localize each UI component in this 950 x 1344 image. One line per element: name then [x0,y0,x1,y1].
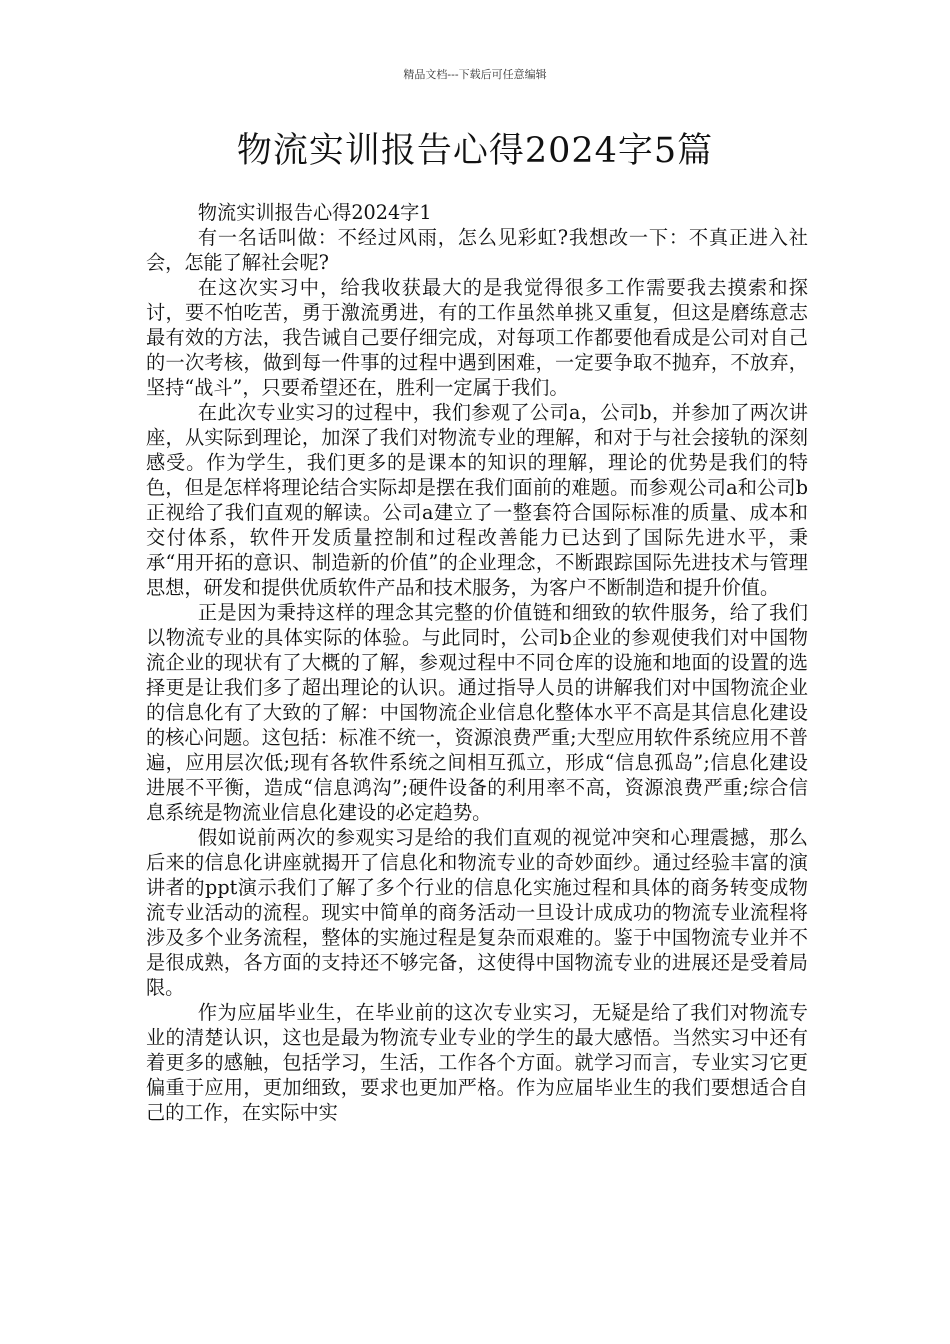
paragraph: 正是因为秉持这样的理念其完整的价值链和细致的软件服务，给了我们以物流专业的具体实际的体验。与此同时，公司b企业的参观使我们对中国物流企业的现状有了大概的了解，参观过程中不同仓库的设施和地面的设置的选择更是让我们多了超出理论的认识。通过指导人员的讲解我们对中国物流企业的信息化有了大致的了解：中国物流企业信息化整体水平不高是其信息化建设的核心问题。这包括：标准不统一，资源浪费严重;大型应用软件系统应用不普遍，应用层次低;现有各软件系统之间相互孤立，形成“信息孤岛”;信息化建设进展不平衡，造成“信息鸿沟”;硬件设备的利用率不高，资源浪费严重;综合信息系统是物流业信息化建设的必定趋势。 [146,601,808,824]
paragraph: 假如说前两次的参观实习是给的我们直观的视觉冲突和心理震撼，那么后来的信息化讲座就揭开了信息化和物流专业的奇妙面纱。通过经验丰富的演讲者的ppt演示我们了解了多个行业的信息化实施过程和具体的商务转变成物流专业活动的流程。现实中简单的商务活动一旦设计成成功的物流专业流程将涉及多个业务流程，整体的实施过程是复杂而艰难的。鉴于中国物流专业并不是很成熟，各方面的支持还不够完备，这使得中国物流专业的进展还是受着局限。 [146,826,808,999]
paragraph: 在此次专业实习的过程中，我们参观了公司a，公司b，并参加了两次讲座，从实际到理论，加深了我们对物流专业的理解，和对于与社会接轨的深刻感受。作为学生，我们更多的是课本的知识的理解，理论的优势是我们的特色，但是怎样将理论结合实际却是摆在我们面前的难题。而参观公司a和公司b正视给了我们直观的解读。公司a建立了一整套符合国际标准的质量、成本和交付体系，软件开发质量控制和过程改善能力已达到了国际先进水平，秉承“用开拓的意识、制造新的价值”的企业理念，不断跟踪国际先进技术与管理思想，研发和提供优质软件产品和技术服务，为客户不断制造和提升价值。 [146,401,808,599]
section-heading: 物流实训报告心得2024字1 [197,201,432,224]
paragraph: 作为应届毕业生，在毕业前的这次专业实习，无疑是给了我们对物流专业的清楚认识，这也是最为物流专业专业的学生的最大感悟。当然实习中还有着更多的感触，包括学习，生活，工作各个方面。就学习而言，专业实习它更偏重于应用，更加细致，要求也更加严格。作为应届毕业生的我们要想适合自己的工作，在实际中实 [146,1001,808,1124]
header-note: 精品文档---下载后可任意编辑 [403,68,547,81]
document-body [146,200,808,1125]
paragraph: 有一名话叫做：不经过风雨，怎么见彩虹?我想改一下：不真正进入社会，怎能了解社会呢? [146,226,808,274]
paragraph: 在这次实习中，给我收获最大的是我觉得很多工作需要我去摸索和探讨，要不怕吃苦，勇于激流勇进，有的工作虽然单挑又重复，但这是磨练意志最有效的方法，我告诫自己要仔细完成，对每项工作都要他看成是公司对自己的一次考核，做到每一件事的过程中遇到困难，一定要争取不抛弃，不放弃，坚持“战斗”，只要希望还在，胜利一定属于我们。 [146,276,808,399]
document-title: 物流实训报告心得2024字5篇 [236,131,714,171]
